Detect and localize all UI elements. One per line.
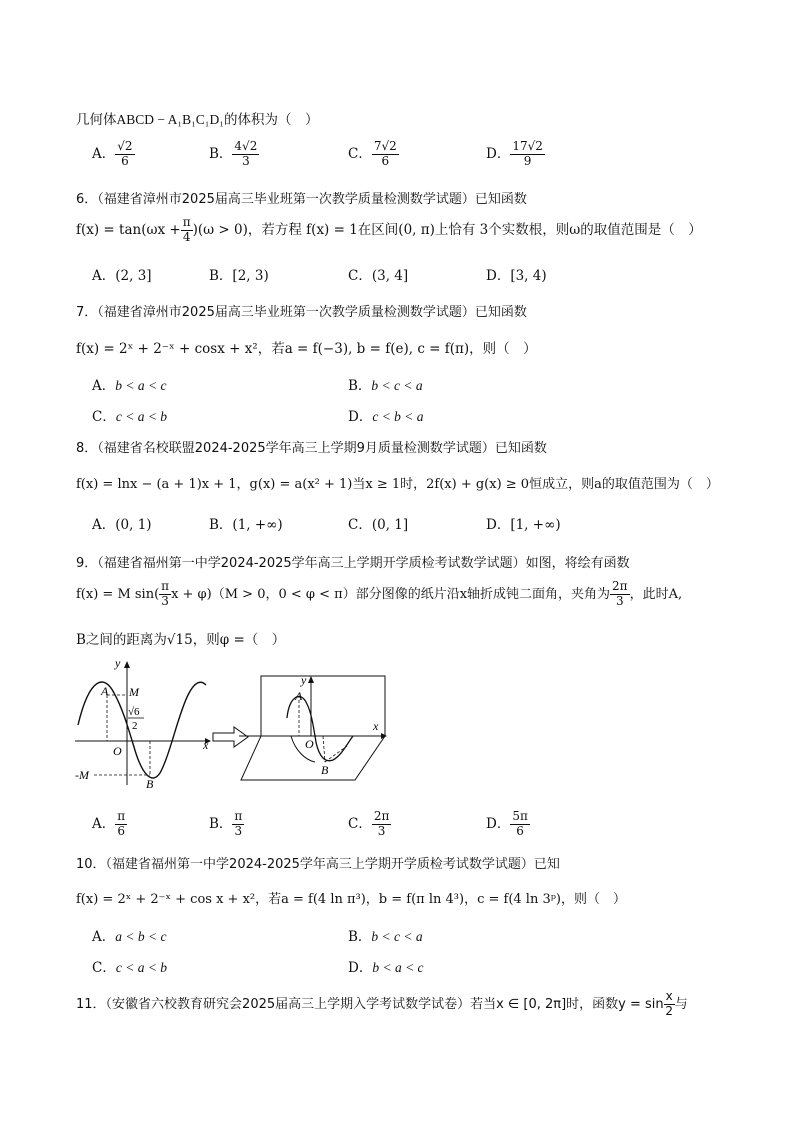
q7-option-c: C．c < a < b xyxy=(92,409,168,425)
left-point-b: B xyxy=(146,777,154,790)
q9-option-d: D． $\frac{5\pi}{6}$ xyxy=(486,809,528,838)
q5-stem: 几何体ABCD − A₁B₁C₁D₁的体积为（ ） xyxy=(76,112,319,127)
left-label-neg-m: -M xyxy=(75,768,89,782)
q6-option-a: A．(2, 3] xyxy=(92,268,152,284)
left-origin: O xyxy=(113,744,122,758)
q7-option-b: B．b < c < a xyxy=(348,378,423,394)
q5-option-c: C． $\frac{7√2}{6}$ xyxy=(348,139,397,168)
q7-option-a: A．b < a < c xyxy=(92,378,167,394)
q8-option-a: A．(0, 1) xyxy=(92,517,152,533)
sine-curve xyxy=(78,682,206,778)
q9-option-a: A． $\frac{\pi}{6}$ xyxy=(92,809,126,838)
q8-option-b: B．(1, +∞) xyxy=(209,517,283,533)
q7-source: 7．（福建省漳州市2025届高三毕业班第一次教学质量检测数学试题）已知函数 xyxy=(76,305,527,320)
q9-source: 9．（福建省福州第一中学2024-2025学年高三上学期开学质检考试数学试题）如图，将绘有函数 xyxy=(76,556,630,571)
q8-option-c: C．(0, 1] xyxy=(348,517,409,533)
vertical-paper xyxy=(261,676,385,736)
q9-line3: B之间的距离为√15，则φ =（ ） xyxy=(76,632,286,648)
right-y-label: y xyxy=(301,673,307,687)
left-x-label: x xyxy=(203,738,209,752)
q10-option-d: D．b < a < c xyxy=(348,960,424,976)
q9-folded-figure xyxy=(235,668,395,788)
q9-graph-figure xyxy=(70,655,220,790)
q10-source: 10．（福建省福州第一中学2024-2025学年高三上学期开学质检考试数学试题）已知 xyxy=(76,857,560,872)
q6-option-b: B．[2, 3) xyxy=(209,268,269,284)
lower-curve xyxy=(315,736,353,761)
q8-option-d: D．[1, +∞) xyxy=(486,517,561,533)
left-point-a: A xyxy=(101,684,109,698)
right-point-a: A xyxy=(295,689,303,703)
q10-option-c: C．c < a < b xyxy=(92,960,168,976)
q6-option-d: D．[3, 4) xyxy=(486,268,547,284)
fold-y-arrow xyxy=(308,676,314,683)
left-label-m: M xyxy=(129,685,139,699)
right-origin: O xyxy=(305,737,314,751)
q9-option-c: C． $\frac{2\pi}{3}$ xyxy=(348,809,390,838)
q9-option-b: B． $\frac{\pi}{3}$ xyxy=(209,809,243,838)
q5-option-d: D． $\frac{17√2}{9}$ xyxy=(486,139,543,168)
q11-stem: 11．（安徽省六校教育研究会2025届高三上学期入学考试数学试卷）若当x ∈ [0, 2π]时，函数y = sin $\frac{x}{2}$ 与 xyxy=(76,989,688,1018)
q5-option-b: B． $\frac{4√2}{3}$ xyxy=(209,139,258,168)
q10-formula: f(x) = 2ˣ + 2⁻ˣ + cos x + x²，若a = f(4 ln π³)，b = f(π ln 4³)，c = f(4 ln 3ᵖ)，则（ ） xyxy=(76,892,626,907)
q10-option-a: A．a < b < c xyxy=(92,929,167,945)
q7-formula: f(x) = 2ˣ + 2⁻ˣ + cosx + x²，若a = f(−3), b = f(e), c = f(π)，则（ ） xyxy=(76,341,537,357)
q8-formula: f(x) = lnx − (a + 1)x + 1，g(x) = a(x² + 1)当x ≥ 1时，2f(x) + g(x) ≥ 0恒成立，则a的取值范围为（ ） xyxy=(76,477,719,492)
left-y-label: y xyxy=(115,656,121,670)
q5-option-a: A． $\frac{√2}{6}$ xyxy=(92,139,133,168)
q6-formula: f(x) = tan(ωx + $\frac{\pi}{4}$ )(ω > 0)，若方程 f(x) = 1在区间(0, π)上恰有 3个实数根，则ω的取值范围是（ ） xyxy=(76,215,702,244)
left-label-2: 2 xyxy=(132,720,138,732)
y-axis-arrow xyxy=(124,661,130,668)
left-label-root6: √6 xyxy=(128,706,140,718)
q10-option-b: B．b < c < a xyxy=(348,929,423,945)
q6-option-c: C．(3, 4] xyxy=(348,268,409,284)
right-point-b: B xyxy=(321,763,329,777)
right-x-label: x xyxy=(373,719,379,733)
q6-source: 6．（福建省漳州市2025届高三毕业班第一次教学质量检测数学试题）已知函数 xyxy=(76,192,527,207)
q8-source: 8．（福建省名校联盟2024-2025学年高三上学期9月质量检测数学试题）已知函数 xyxy=(76,441,547,456)
q9-formula: f(x) = M sin( $\frac{\pi}{3}$ x + φ)（M > 0，0 < φ < π）部分图像的纸片沿x轴折成钝二面角，夹角为 $\frac{2\pi}{3}$ ，此时A, xyxy=(76,579,683,608)
q7-option-d: D．c < b < a xyxy=(348,409,424,425)
